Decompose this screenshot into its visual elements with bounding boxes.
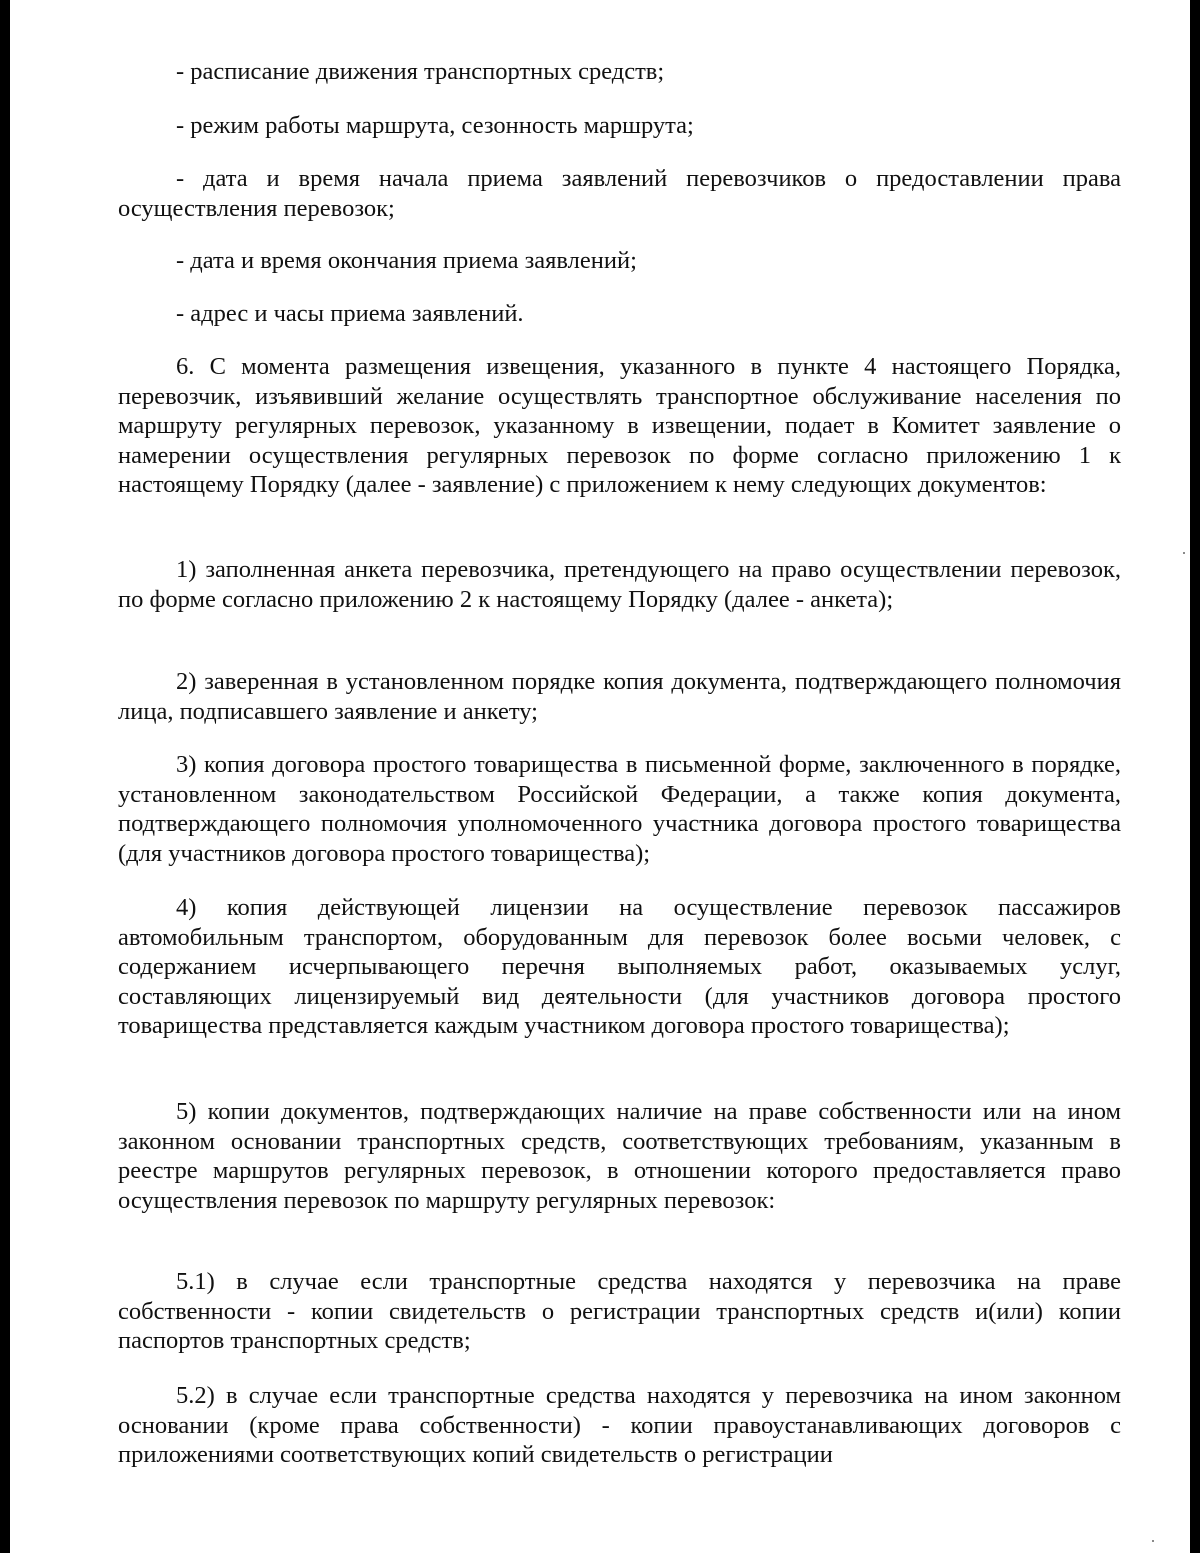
list-item-end-date: - дата и время окончания приема заявлений;: [176, 247, 637, 274]
list-item-start-date: - дата и время начала приема заявлений перевозчиков о предоставлении права осуществления перевозок;: [118, 165, 1121, 222]
list-item-schedule: - расписание движения транспортных средств;: [176, 58, 665, 85]
scan-border-right: [1190, 0, 1200, 1553]
scan-speck: [1152, 1540, 1154, 1542]
paragraph-item-2: 2) заверенная в установленном порядке копия документа, подтверждающего полномочия лица, подписавшего заявление и анкету;: [118, 668, 1121, 725]
paragraph-6: 6. С момента размещения извещения, указанного в пункте 4 настоящего Порядка, перевозчик, изъявивший желание осуществлять транспортное обслуживание населения по маршруту регулярных перевозок, указанному в извещении, подает в Комитет заявление о намерении осуществления регулярных перевозок по форме согласно приложению 1 к настоящему Порядку (далее - заявление) с приложением к нему следующих документов:: [118, 353, 1121, 498]
paragraph-item-1: 1) заполненная анкета перевозчика, претендующего на право осуществлении перевозок, по форме согласно приложению 2 к настоящему Порядку (далее - анкета);: [118, 556, 1121, 613]
paragraph-item-3: 3) копия договора простого товарищества в письменной форме, заключенного в порядке, установленном законодательством Российской Федерации, а также копия документа, подтверждающего полномочия уполномоченного участника договора простого товарищества (для участников договора простого товарищества);: [118, 751, 1121, 867]
scan-speck: [1183, 552, 1185, 554]
list-item-route-mode: - режим работы маршрута, сезонность маршрута;: [176, 112, 694, 139]
paragraph-item-5-2: 5.2) в случае если транспортные средства находятся у перевозчика на ином законном основании (кроме права собственности) - копии правоустанавливающих договоров с приложениями соответствующих копий свидетельств о регистрации: [118, 1382, 1121, 1468]
scan-border-left: [0, 0, 10, 1553]
paragraph-item-4: 4) копия действующей лицензии на осуществление перевозок пассажиров автомобильным транспортом, оборудованным для перевозок более восьми человек, с содержанием исчерпывающего перечня выполняемых работ, оказываемых услуг, составляющих лицензируемый вид деятельности (для участников договора простого товарищества представляется каждым участником договора простого товарищества);: [118, 894, 1121, 1039]
paragraph-item-5-1: 5.1) в случае если транспортные средства находятся у перевозчика на праве собственности - копии свидетельств о регистрации транспортных средств и(или) копии паспортов транспортных средств;: [118, 1268, 1121, 1354]
list-item-address-hours: - адрес и часы приема заявлений.: [176, 300, 524, 327]
paragraph-item-5: 5) копии документов, подтверждающих наличие на праве собственности или на ином законном основании транспортных средств, соответствующих требованиям, указанным в реестре маршрутов регулярных перевозок, в отношении которого предоставляется право осуществления перевозок по маршруту регулярных перевозок:: [118, 1098, 1121, 1214]
